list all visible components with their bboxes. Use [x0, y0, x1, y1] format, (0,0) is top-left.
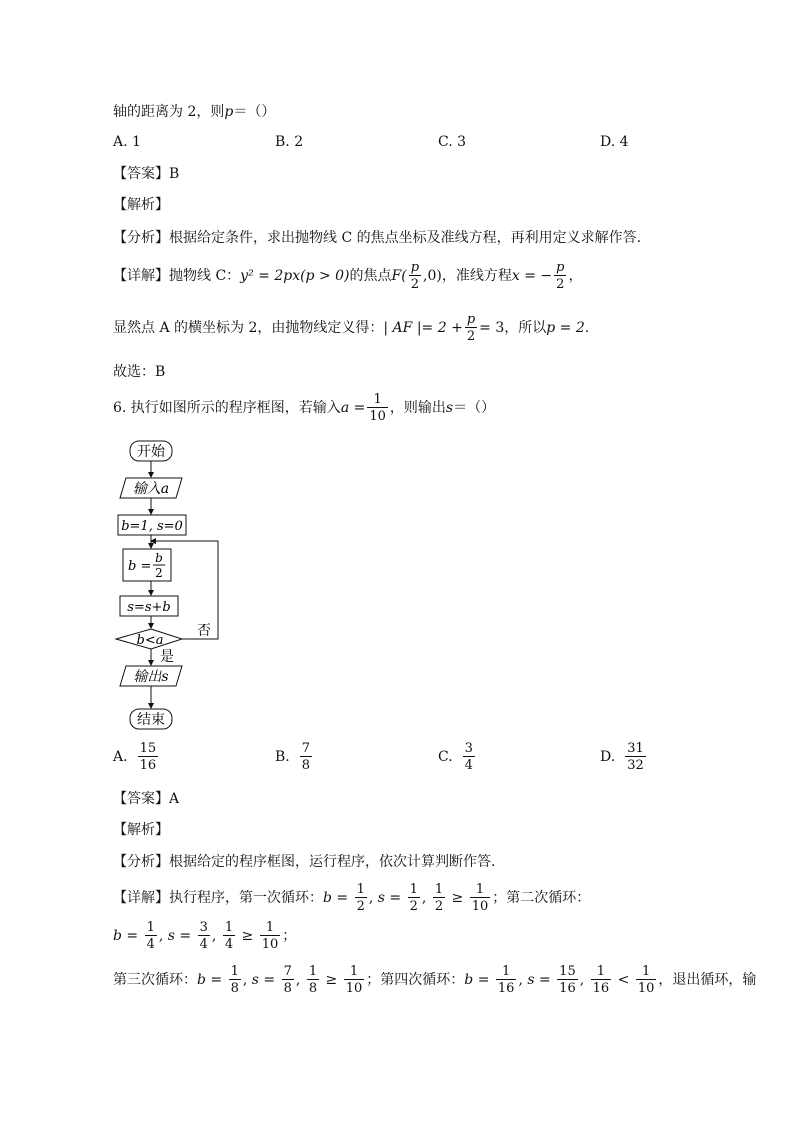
q6-fenxi: 【分析】根据给定的程序框图，运行程序，依次计算判断作答. — [113, 854, 496, 870]
q6-stem: 6. 执行如图所示的程序框图，若输入a = $\frac{1}{10}$ ，则输出s＝（） — [113, 392, 496, 424]
flow-output-label: 输出s — [133, 669, 169, 685]
q5-option-a: A. 1 — [113, 134, 141, 150]
fraction: $\frac{1}{10}$ — [369, 392, 386, 424]
flow-halve-den: 2 — [155, 566, 163, 580]
q5-option-d: D. 4 — [600, 134, 629, 150]
q5-line2: 显然点 A 的横坐标为 2，由抛物线定义得：| AF |= 2 + $\frac{p}{2}$ = 3，所以p = 2. — [113, 312, 590, 344]
q6-option-b: B. $\frac{7}{8}$ — [275, 741, 311, 773]
q6-option-c: C. $\frac{3}{4}$ — [438, 741, 473, 773]
flow-halve-lhs: b = — [128, 559, 152, 574]
flowchart — [110, 438, 230, 734]
q6-answer: 【答案】A — [113, 791, 180, 807]
q6-option-d: D. $\frac{31}{32}$ — [600, 741, 644, 773]
flow-input-label: 输入a — [132, 481, 170, 497]
q5-fenxi: 【分析】根据给定条件，求出抛物线 C 的焦点坐标及准线方程，再利用定义求解作答. — [113, 230, 642, 246]
flow-start-label: 开始 — [137, 444, 165, 460]
q5-answer: 【答案】B — [113, 166, 180, 182]
flow-end-label: 结束 — [137, 712, 165, 728]
flow-update-label: s=s+b — [127, 600, 171, 615]
q5-conclusion: 故选：B — [113, 364, 166, 380]
flow-halve-num: b — [155, 551, 163, 565]
q5-analysis-heading: 【解析】 — [113, 197, 169, 213]
q6-xiangjie-line2: b = $\frac{1}{4}$ , s = $\frac{3}{4}$ , $\frac{1}{4}$ ≥ $\frac{1}{10}$ ； — [113, 920, 297, 952]
fraction: $\frac{p}{2}$ — [466, 312, 476, 344]
q5-option-c: C. 3 — [438, 134, 467, 150]
fraction: $\frac{p}{2}$ — [556, 260, 565, 292]
q5-stem-tail: 轴的距离为 2，则p＝（） — [113, 104, 276, 120]
flow-decision-label: b<a — [136, 633, 164, 648]
flow-init-label: b=1, s=0 — [121, 519, 183, 534]
q6-xiangjie-line3: 第三次循环：b = $\frac{1}{8}$ , s = $\frac{7}{8}$ , $\frac{1}{8}$ ≥ $\frac{1}{10}$ ；第四次循环：b = $\frac{1}{16}$ , s = $\frac{15}{16}$ , $\frac{1}{16}$ < $\frac{1}{10}$ ，退出循环，输 — [113, 964, 757, 996]
flow-yes-label: 是 — [160, 649, 174, 665]
q5-option-b: B. 2 — [275, 134, 304, 150]
q6-option-a: A. $\frac{15}{16}$ — [113, 741, 157, 773]
q6-xiangjie-line1: 【详解】执行程序，第一次循环：b = $\frac{1}{2}$ , s = $\frac{1}{2}$ , $\frac{1}{2}$ ≥ $\frac{1}{10}$ ；第二次循环： — [113, 882, 591, 914]
q5-xiangjie: 【详解】抛物线 C：y² = 2px(p > 0)的焦点F( $\frac{p}{2}$ ,0)，准线方程x = − $\frac{p}{2}$ ， — [113, 260, 583, 292]
q6-analysis-heading: 【解析】 — [113, 822, 169, 838]
fraction: $\frac{p}{2}$ — [410, 260, 420, 292]
flow-no-label: 否 — [197, 623, 211, 639]
